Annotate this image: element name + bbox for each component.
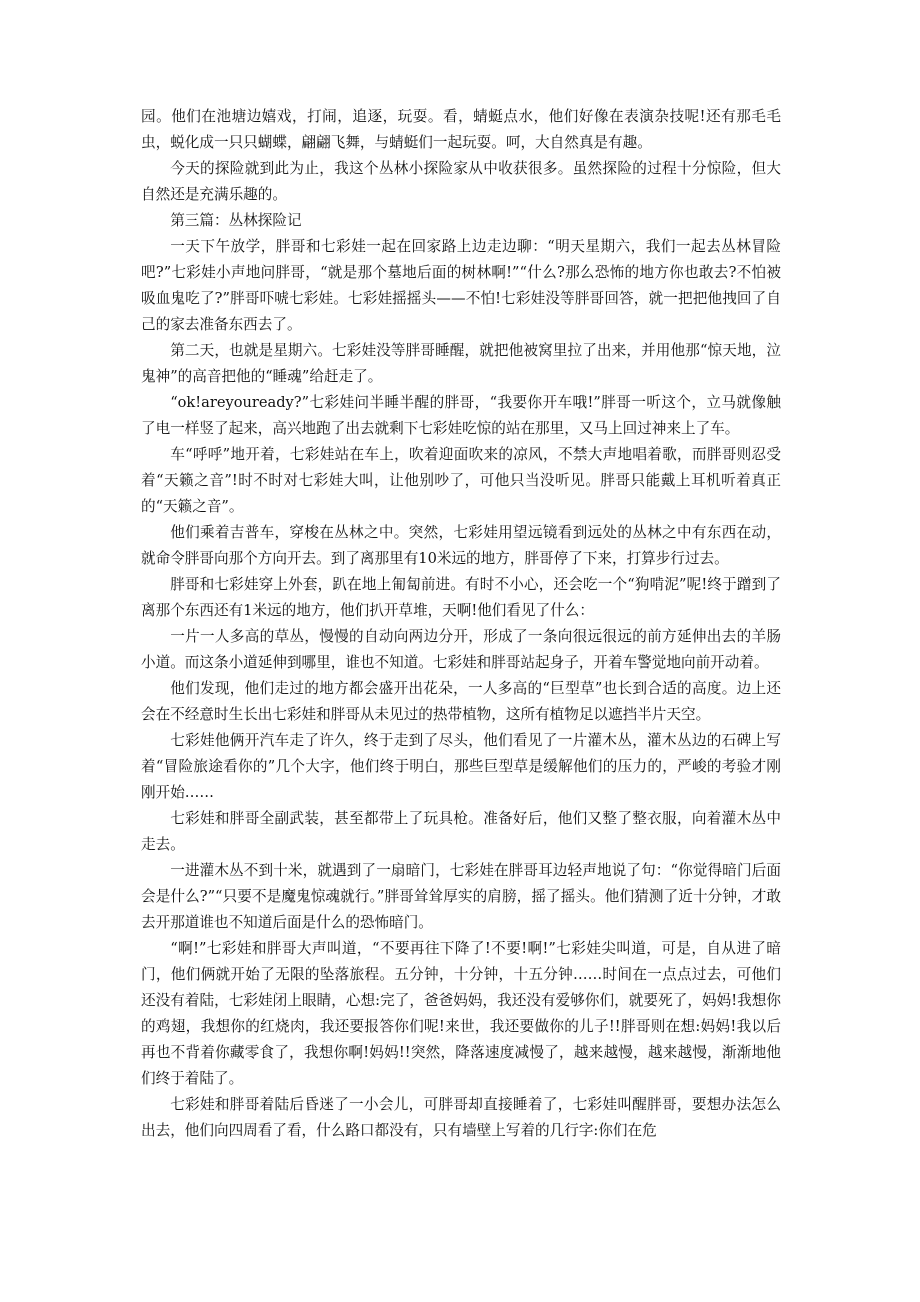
paragraph-14: 一进灌木丛不到十米，就遇到了一扇暗门，七彩娃在胖哥耳边轻声地说了句：“你觉得暗门后面会是什么?”“只要不是魔鬼惊魂就行。”胖哥耸耸厚实的肩膀，摇了摇头。他们猜测了近十分钟，才敢去开那道谁也不知道后面是什么的恐怖暗门。 bbox=[141, 862, 781, 931]
paragraph-12: 七彩娃他俩开汽车走了许久，终于走到了尽头，他们看见了一片灌木丛，灌木丛边的石碑上写着“冒险旅途看你的”几个大字，他们终于明白，那些巨型草是缓解他们的压力的，严峻的考验才刚刚开始…… bbox=[141, 732, 781, 801]
paragraph-8: 他们乘着吉普车，穿梭在丛林之中。突然，七彩娃用望远镜看到远处的丛林之中有东西在动，就命令胖哥向那个方向开去。到了离那里有10米远的地方，胖哥停了下来，打算步行过去。 bbox=[141, 524, 781, 567]
paragraph-2: 今天的探险就到此为止，我这个丛林小探险家从中收获很多。虽然探险的过程十分惊险，但大自然还是充满乐趣的。 bbox=[141, 160, 781, 203]
paragraph-10: 一片一人多高的草丛，慢慢的自动向两边分开，形成了一条向很远很远的前方延伸出去的羊肠小道。而这条小道延伸到哪里，谁也不知道。七彩娃和胖哥站起身子，开着车警觉地向前开动着。 bbox=[141, 628, 781, 671]
paragraph-9: 胖哥和七彩娃穿上外套，趴在地上匍匐前进。有时不小心，还会吃一个“狗啃泥”呢!终于蹭到了离那个东西还有1米远的地方，他们扒开草堆，天啊!他们看见了什么： bbox=[141, 576, 781, 619]
paragraph-16: 七彩娃和胖哥着陆后昏迷了一小会儿，可胖哥却直接睡着了，七彩娃叫醒胖哥，要想办法怎么出去，他们向四周看了看，什么路口都没有，只有墙壁上写着的几行字:你们在危 bbox=[141, 1096, 781, 1139]
paragraph-1: 园。他们在池塘边嬉戏，打闹，追逐，玩耍。看，蜻蜓点水，他们好像在表演杂技呢!还有那毛毛虫，蜕化成一只只蝴蝶，翩翩飞舞，与蜻蜓们一起玩耍。呵，大自然真是有趣。 bbox=[141, 108, 781, 151]
paragraph-13: 七彩娃和胖哥全副武装，甚至都带上了玩具枪。准备好后，他们又整了整衣服，向着灌木丛中走去。 bbox=[141, 810, 781, 853]
document-body bbox=[141, 104, 781, 1144]
paragraph-15: “啊!”七彩娃和胖哥大声叫道，“不要再往下降了!不要!啊!”七彩娃尖叫道，可是，自从进了暗门，他们俩就开始了无限的坠落旅程。五分钟，十分钟，十五分钟……时间在一点点过去，可他们还没有着陆，七彩娃闭上眼睛，心想:完了，爸爸妈妈，我还没有爱够你们，就要死了，妈妈!我想你的鸡翅，我想你的红烧肉，我还要报答你们呢!来世，我还要做你的儿子!!胖哥则在想:妈妈!我以后再也不背着你藏零食了，我想你啊!妈妈!!突然，降落速度减慢了，越来越慢，越来越慢，渐渐地他们终于着陆了。 bbox=[141, 940, 781, 1087]
paragraph-6: “ok!areyouready?”七彩娃问半睡半醒的胖哥，“我要你开车哦!”胖哥一听这个，立马就像触了电一样竖了起来，高兴地跑了出去就剩下七彩娃吃惊的站在那里，又马上回过神来上了车。 bbox=[141, 394, 781, 437]
paragraph-11: 他们发现，他们走过的地方都会盛开出花朵，一人多高的“巨型草”也长到合适的高度。边上还会在不经意时生长出七彩娃和胖哥从未见过的热带植物，这所有植物足以遮挡半片天空。 bbox=[141, 680, 781, 723]
paragraph-7: 车“呼呼”地开着，七彩娃站在车上，吹着迎面吹来的凉风，不禁大声地唱着歌，而胖哥则忍受着“天籁之音”!时不时对七彩娃大叫，让他别吵了，可他只当没听见。胖哥只能戴上耳机听着真正的“天籁之音”。 bbox=[141, 446, 781, 515]
paragraph-5: 第二天，也就是星期六。七彩娃没等胖哥睡醒，就把他被窝里拉了出来，并用他那“惊天地，泣鬼神”的高音把他的“睡魂”给赶走了。 bbox=[141, 342, 781, 385]
paragraph-4: 一天下午放学，胖哥和七彩娃一起在回家路上边走边聊：“明天星期六，我们一起去丛林冒险吧?”七彩娃小声地问胖哥，“就是那个墓地后面的树林啊!”“什么?那么恐怖的地方你也敢去?不怕被吸血鬼吃了?”胖哥吓唬七彩娃。七彩娃摇摇头——不怕!七彩娃没等胖哥回答，就一把把他拽回了自己的家去准备东西去了。 bbox=[141, 238, 781, 333]
section-heading: 第三篇：丛林探险记 bbox=[170, 212, 302, 229]
